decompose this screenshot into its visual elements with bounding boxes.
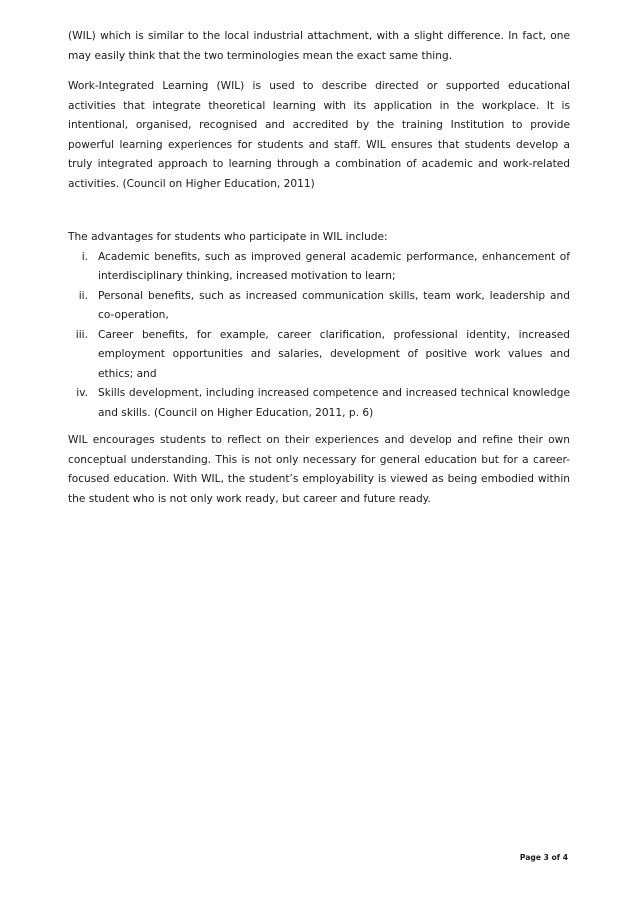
paragraph-conclusion: WIL encourages students to reflect on their experiences and develop and refine their own conceptual understanding. This is not only necessary for general education but for a career-focused education. With WIL, the student’s employability is viewed as being embodied within the student who is not only work ready, but career and future ready. [68, 434, 570, 505]
paragraph-advantages-lead: The advantages for students who participate in WIL include: [68, 231, 388, 243]
list-item [68, 248, 570, 287]
list-item-text: Skills development, including increased competence and increased technical knowledge and skills. (Council on Higher Education, 2011, p. 6) [98, 387, 570, 419]
list-item-number: i. [81, 250, 88, 263]
list-item [68, 384, 570, 423]
list-item-text: Career benefits, for example, career clarification, professional identity, increased employment opportunities and salaries, development of positive work values and ethics; and [98, 328, 570, 380]
list-item [68, 287, 570, 326]
list-item-text: Personal benefits, such as increased communication skills, team work, leadership and co-operation, [98, 289, 570, 321]
page-number: Page 3 of 4 [519, 853, 568, 862]
paragraph-wil-definition: Work-Integrated Learning (WIL) is used to describe directed or supported educational activities that integrate theoretical learning with its application in the workplace. It is intentional, organised, recognised and accredited by the training Institution to provide powerful learning experiences for students and staff. WIL ensures that students develop a truly integrated approach to learning through a combination of academic and work-related activities. (Council on Higher Education, 2011) [68, 80, 570, 190]
paragraph-intro: (WIL) which is similar to the local industrial attachment, with a slight difference. In fact, one may easily think that the two terminologies mean the exact same thing. [68, 30, 570, 62]
list-item-text: Academic benefits, such as improved general academic performance, enhancement of interdisciplinary thinking, increased motivation to learn; [98, 250, 570, 282]
advantages-list [68, 248, 570, 424]
document-body [68, 27, 570, 509]
list-item-number: iii. [75, 328, 88, 341]
list-item-number: iv. [76, 387, 88, 399]
list-item [68, 326, 570, 385]
list-item-number: ii. [78, 289, 88, 302]
